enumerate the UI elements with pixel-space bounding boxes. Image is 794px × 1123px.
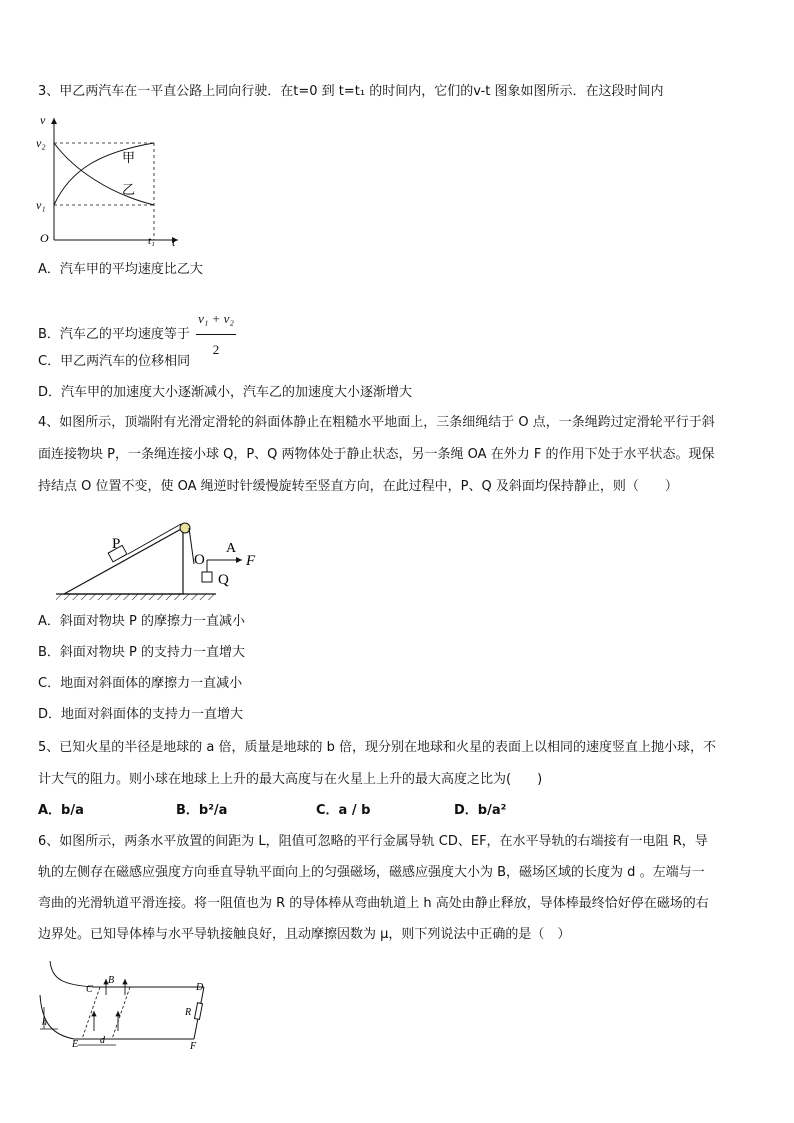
q6-label-d-length: d	[100, 1035, 105, 1046]
q3-option-b-fraction	[196, 304, 236, 365]
q6-label-b: B	[108, 975, 115, 986]
q3-label-yi: 乙	[122, 182, 136, 197]
q3-option-b-numerator: v₁ + v₂	[196, 304, 236, 335]
q3-label-v: v	[40, 113, 46, 127]
q4-label-a: A	[226, 541, 237, 556]
q3-option-c: C．甲乙两汽车的位移相同	[38, 354, 191, 369]
q4-ground	[56, 594, 216, 600]
q3-vt-graph	[30, 110, 200, 250]
q5-line-1: 5、已知火星的半径是地球的 a 倍，质量是地球的 b 倍，现分别在地球和火星的表面上以相同的速度竖直上抛小球，不	[38, 740, 717, 755]
q5-options	[38, 801, 506, 821]
q6-resistor	[195, 1003, 203, 1020]
q3-option-d: D．汽车甲的加速度大小逐渐减小，汽车乙的加速度大小逐渐增大	[38, 385, 413, 400]
q5-option-c: C．a / b	[316, 803, 371, 818]
q3-curve-jia	[54, 143, 154, 205]
q3-stem: 3、甲乙两汽车在一平直公路上同向行驶．在t=0 到 t=t₁ 的时间内，它们的v-t 图象如图所示．在这段时间内	[38, 84, 664, 99]
q3-label-v1: v₁	[36, 198, 46, 212]
q6-rail-diagram	[32, 955, 222, 1050]
q4-option-d: D．地面对斜面体的支持力一直增大	[38, 707, 244, 722]
q4-option-c: C．地面对斜面体的摩擦力一直减小	[38, 676, 243, 691]
q4-label-o: O	[194, 552, 205, 568]
q4-pulley	[180, 523, 190, 533]
q4-incline	[64, 528, 183, 594]
q6-line-4: 边界处。已知导体棒与水平导轨接触良好，且动摩擦因数为 μ，则下列说法中正确的是（ ）	[38, 927, 571, 942]
q6-label-h: h	[42, 1017, 47, 1028]
q3-label-jia: 甲	[122, 150, 136, 165]
q6-label-f: F	[190, 1041, 197, 1050]
q3-label-t1: t₁	[148, 235, 155, 247]
q4-option-a: A．斜面对物块 P 的摩擦力一直减小	[38, 614, 245, 629]
q5-option-b: B．b²/a	[176, 803, 228, 818]
q6-line-1: 6、如图所示，两条水平放置的间距为 L，阻值可忽略的平行金属导轨 CD、EF，在水平导轨的右端接有一电阻 R，导	[38, 834, 708, 849]
q3-option-a: A．汽车甲的平均速度比乙大	[38, 262, 203, 277]
q5-option-a: A．b/a	[38, 803, 84, 818]
q6-label-e: E	[72, 1039, 79, 1050]
q4-line-2: 面连接物块 P，一条绳连接小球 Q，P、Q 两物体处于静止状态，另一条绳 OA 在外力 F 的作用下处于水平状态。现保	[38, 447, 715, 462]
q4-incline-diagram	[50, 512, 280, 607]
q3-option-b-text: B．汽车乙的平均速度等于	[38, 327, 190, 342]
q6-line-2: 轨的左侧存在磁感应强度方向垂直导轨平面向上的匀强磁场，磁感应强度大小为 B，磁场区域的长度为 d 。左端与一	[38, 865, 705, 880]
q4-line-3: 持结点 O 位置不变，使 OA 绳逆时针缓慢旋转至竖直方向，在此过程中，P、Q 及斜面均保持静止，则（ ）	[38, 479, 678, 494]
q5-line-2: 计大气的阻力。则小球在地球上上升的最大高度与在火星上上升的最大高度之比为( )	[38, 772, 543, 787]
q4-label-p: P	[112, 536, 121, 552]
q3-label-v2: v₂	[36, 136, 46, 150]
q4-ball-q	[202, 572, 212, 582]
q6-label-d: D	[196, 982, 204, 993]
q3-option-b-denominator: 2	[212, 342, 220, 357]
q5-option-d: D．b/a²	[454, 803, 507, 818]
q3-curve-yi	[54, 143, 154, 205]
q6-label-c: C	[86, 984, 93, 995]
q6-label-r: R	[185, 1007, 192, 1018]
q4-option-b: B．斜面对物块 P 的支持力一直增大	[38, 645, 246, 660]
q4-line-1: 4、如图所示，顶端附有光滑定滑轮的斜面体静止在粗糙水平地面上，三条细绳结于 O 点，一条绳跨过定滑轮平行于斜	[38, 415, 715, 430]
q3-label-origin: O	[40, 231, 49, 245]
q4-label-f: F	[246, 553, 256, 569]
q4-label-q: Q	[218, 572, 229, 588]
q3-label-t: t	[172, 235, 176, 249]
q6-line-3: 弯曲的光滑轨道平滑连接。将一阻值也为 R 的导体棒从弯曲轨道上 h 高处由静止释放，导体棒最终恰好停在磁场的右	[38, 896, 709, 911]
